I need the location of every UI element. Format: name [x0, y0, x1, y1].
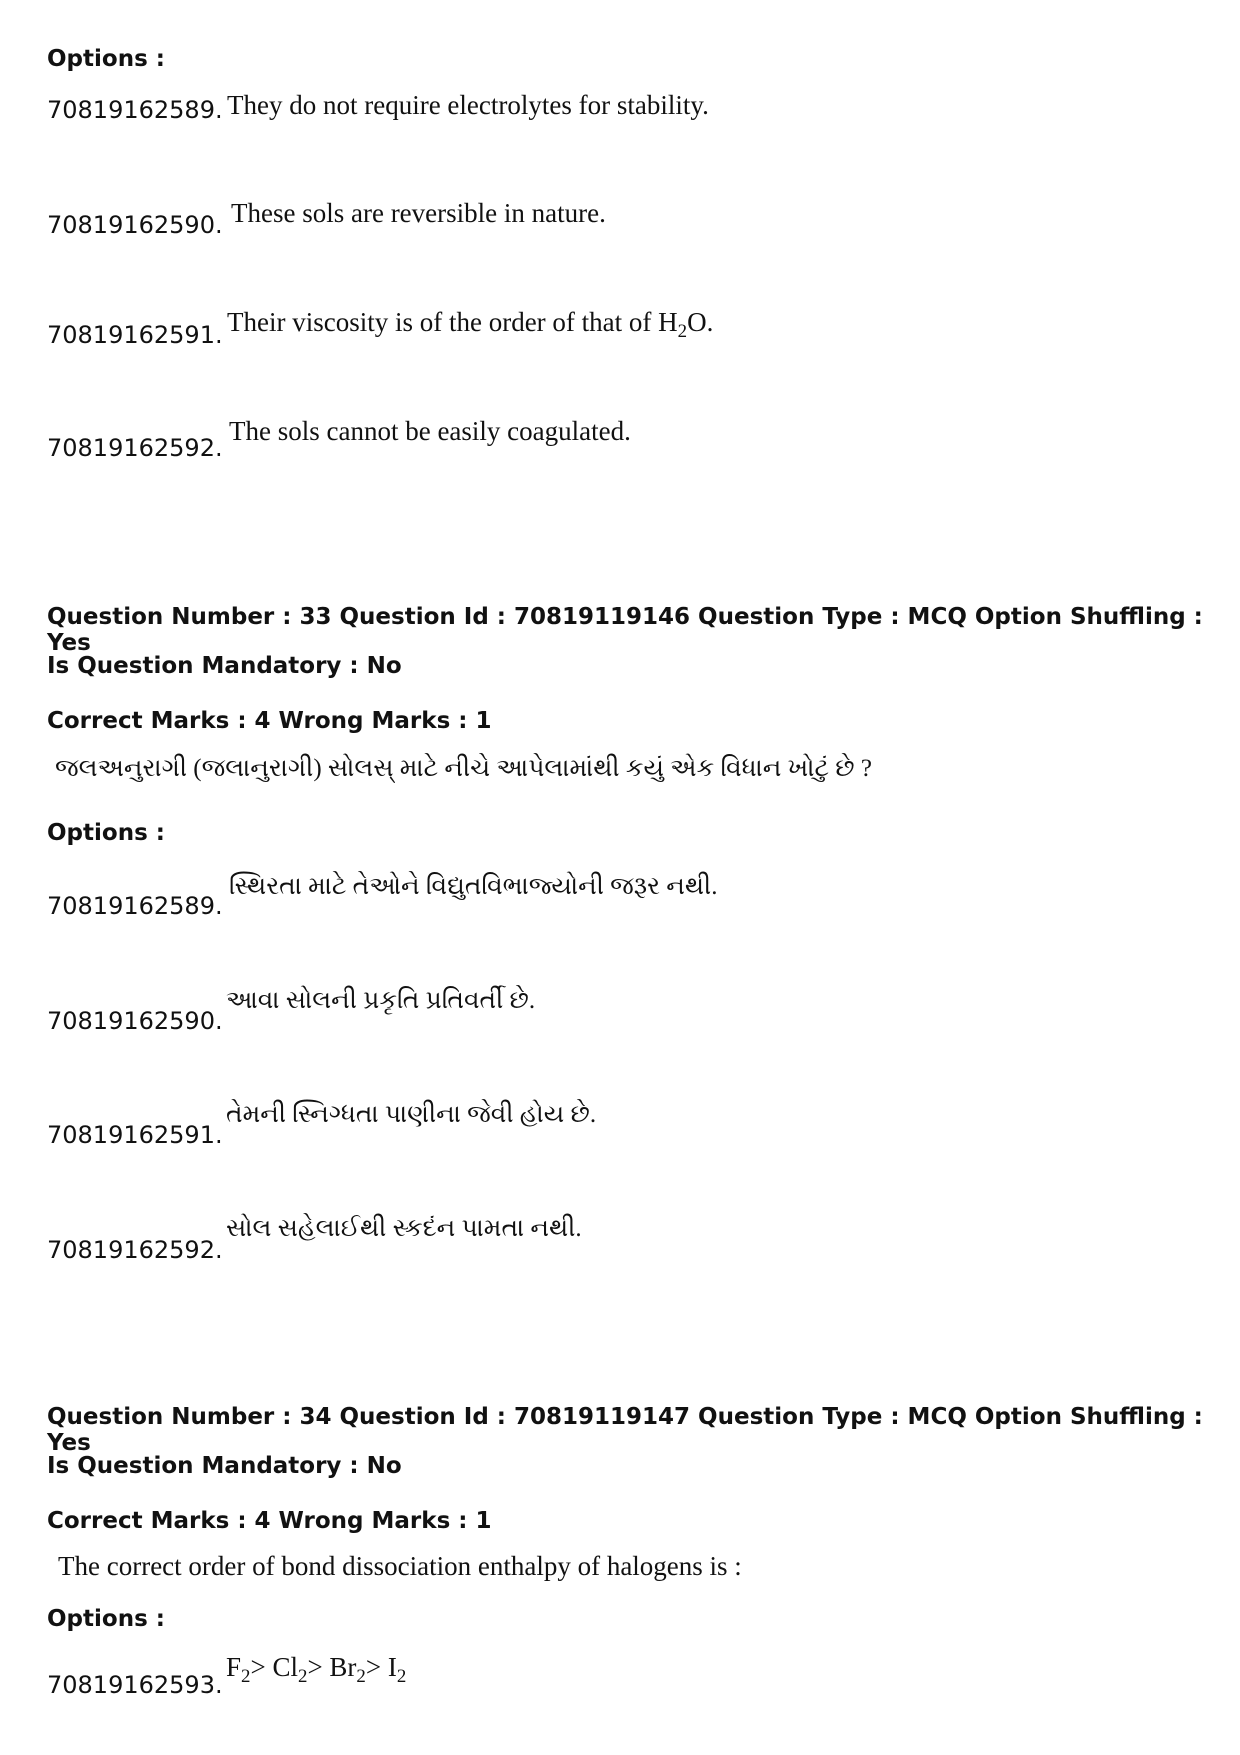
- question-mandatory: Is Question Mandatory : No: [47, 1453, 402, 1479]
- option-id: 70819162589.: [47, 892, 223, 920]
- option-text: સોલ સહેલાઈથી સ્કદંન પામતા નથી.: [226, 1215, 582, 1242]
- question-text: The correct order of bond dissociation enthalpy of halogens is :: [58, 1551, 742, 1581]
- question-marks: Correct Marks : 4 Wrong Marks : 1: [47, 1508, 492, 1534]
- options-label: Options :: [47, 46, 165, 72]
- option-text: These sols are reversible in nature.: [231, 198, 606, 228]
- option-text: The sols cannot be easily coagulated.: [229, 416, 631, 446]
- option-text: આવા સોલની પ્રકૃતિ પ્રતિવર્તી છે.: [226, 987, 536, 1014]
- option-id: 70819162590.: [47, 1007, 223, 1035]
- option-text: તેમની સ્નિગ્ધતા પાણીના જેવી હોય છે.: [226, 1101, 597, 1128]
- option-text: $F_2> Cl_2> Br_2> I_2$: [226, 1652, 407, 1687]
- question-text: જલઅનુરાગી (જલાનુરાગી) સોલસ્ માટે નીચે આપેલામાંથી કયું એક વિધાન ખોટું છે ?: [55, 755, 872, 782]
- option-id: 70819162589.: [47, 96, 223, 124]
- option-id: 70819162593.: [47, 1671, 223, 1699]
- option-id: 70819162590.: [47, 211, 223, 239]
- option-id: 70819162591.: [47, 321, 223, 349]
- option-id: 70819162591.: [47, 1121, 223, 1149]
- question-header: Question Number : 34 Question Id : 70819119147 Question Type : MCQ Option Shuffling : Yes: [47, 1404, 1203, 1456]
- option-id: 70819162592.: [47, 1236, 223, 1264]
- options-label: Options :: [47, 820, 165, 846]
- option-text: They do not require electrolytes for stability.: [227, 90, 709, 120]
- options-label: Options :: [47, 1606, 165, 1632]
- question-mandatory: Is Question Mandatory : No: [47, 653, 402, 679]
- question-marks: Correct Marks : 4 Wrong Marks : 1: [47, 708, 492, 734]
- option-text: Their viscosity is of the order of that of $H_2O$.: [227, 307, 714, 342]
- question-header: Question Number : 33 Question Id : 70819119146 Question Type : MCQ Option Shuffling : Yes: [47, 604, 1203, 656]
- option-id: 70819162592.: [47, 434, 223, 462]
- option-text: સ્થિરતા માટે તેઓને વિદ્યુતવિભાજ્યોની જરૂર નથી.: [229, 873, 718, 900]
